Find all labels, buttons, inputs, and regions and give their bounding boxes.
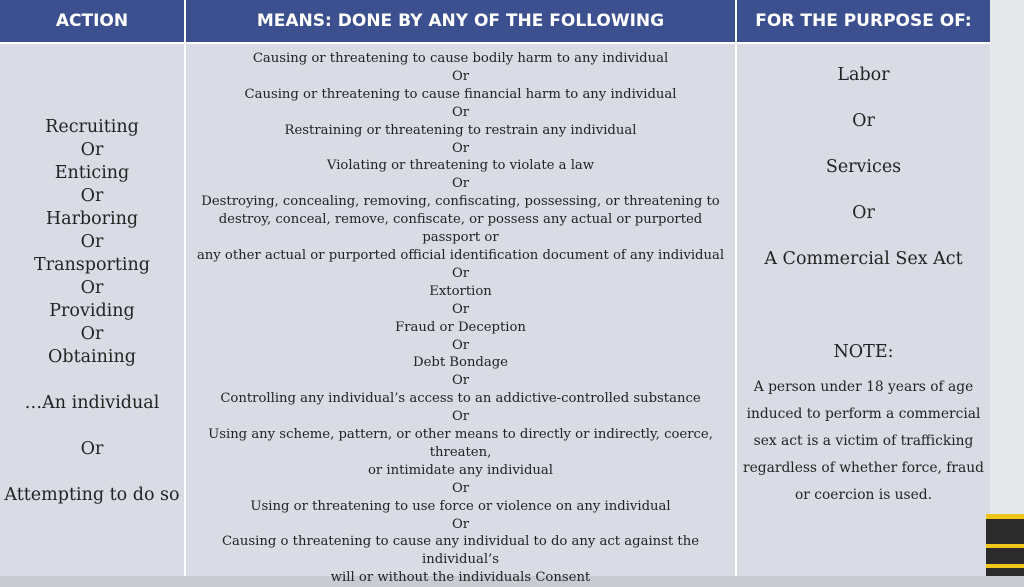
- action-spacer: [0, 461, 184, 484]
- header-action: ACTION: [0, 0, 184, 44]
- column-divider: [184, 0, 186, 576]
- means-item: Using or threatening to use force or violence on any individual: [250, 498, 671, 514]
- purpose-item: Services: [825, 157, 902, 177]
- means-item: Debt Bondage: [413, 355, 508, 371]
- action-line: Transporting: [34, 255, 150, 275]
- means-item: Causing o threatening to cause any individual to do any act against the individual’s will or without the individuals Consent: [221, 534, 700, 586]
- purpose-spacer: [737, 225, 990, 248]
- means-item: Extortion: [429, 283, 492, 299]
- action-column: [0, 44, 184, 576]
- action-list: [0, 116, 184, 507]
- means-or: Or: [451, 516, 470, 532]
- logo-icon: [986, 514, 1024, 576]
- action-line: Harboring: [45, 209, 139, 229]
- means-or: Or: [451, 480, 470, 496]
- means-item: Controlling any individual’s access to an addictive-controlled substance: [220, 391, 701, 407]
- action-line: Providing: [49, 301, 135, 321]
- action-spacer: [0, 415, 184, 438]
- action-line: Obtaining: [48, 347, 136, 367]
- means-item: Using any scheme, pattern, or other means to directly or indirectly, coerce, threaten, or intimidate any individual: [208, 427, 713, 478]
- means-or: Or: [451, 265, 470, 281]
- purpose-or: Or: [852, 203, 875, 223]
- action-line: Or: [80, 278, 104, 298]
- means-list: [186, 50, 735, 587]
- action-line: Or: [80, 439, 104, 459]
- means-item: Violating or threatening to violate a law: [326, 158, 595, 174]
- means-item: Destroying, concealing, removing, confiscating, possessing, or threatening to destroy, conceal, remove, confiscate, or possess any actual or purported passport or any other actual or purported official identification document of any individual: [196, 194, 725, 263]
- purpose-spacer: [737, 179, 990, 202]
- means-or: Or: [451, 337, 470, 353]
- header-means: MEANS: DONE BY ANY OF THE FOLLOWING: [186, 0, 735, 44]
- action-line: Or: [80, 232, 104, 252]
- means-or: Or: [451, 68, 470, 84]
- note-text: A person under 18 years of age induced to perform a commercial sex act is a victim of trafficking regardless of whether force, fraud or coercion is used.: [743, 379, 984, 503]
- action-spacer: [0, 369, 184, 392]
- purpose-item: Labor: [837, 65, 890, 85]
- action-line: Recruiting: [45, 117, 139, 137]
- means-or: Or: [451, 176, 470, 192]
- action-line: Or: [80, 186, 104, 206]
- purpose-column: [737, 44, 990, 576]
- header-purpose: FOR THE PURPOSE OF:: [737, 0, 990, 44]
- means-column: [186, 44, 735, 586]
- means-item: Causing or threatening to cause financial harm to any individual: [244, 86, 677, 102]
- purpose-spacer: [737, 87, 990, 110]
- purpose-list: [737, 64, 990, 271]
- logo-bar: [986, 544, 1024, 548]
- purpose-item: A Commercial Sex Act: [764, 249, 963, 269]
- means-item: Causing or threatening to cause bodily harm to any individual: [252, 51, 669, 66]
- slide-side-strip: [990, 0, 1024, 576]
- action-line: …An individual: [24, 393, 160, 413]
- means-or: Or: [451, 104, 470, 120]
- means-item: Fraud or Deception: [395, 319, 526, 335]
- action-line: Enticing: [54, 163, 130, 183]
- action-line: Or: [80, 140, 104, 160]
- column-divider: [735, 0, 737, 576]
- action-line: Attempting to do so: [4, 485, 180, 505]
- means-or: Or: [451, 373, 470, 389]
- purpose-or: Or: [852, 111, 875, 131]
- action-line: Or: [80, 324, 104, 344]
- means-item: Restraining or threatening to restrain any individual: [284, 122, 637, 138]
- purpose-spacer: [737, 133, 990, 156]
- note-title: NOTE:: [833, 342, 894, 362]
- logo-bar: [986, 564, 1024, 568]
- logo-bar: [986, 514, 1024, 519]
- means-or: Or: [451, 409, 470, 425]
- means-or: Or: [451, 301, 470, 317]
- means-or: Or: [451, 140, 470, 156]
